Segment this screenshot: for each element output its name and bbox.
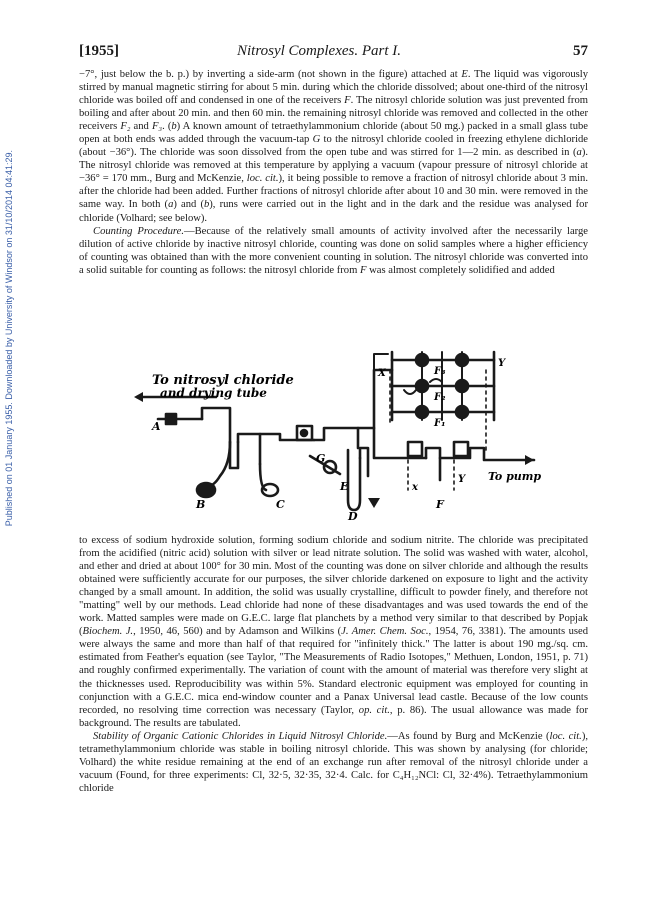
italic-text: Stability of Organic Cationic Chlorides in Liquid Nitrosyl Chloride.	[93, 730, 388, 742]
header-title: Nitrosyl Complexes. Part I.	[237, 43, 402, 59]
text-run: ), tetramethylammonium chloride was stable in boiling nitrosyl chloride. This was shown by analysing (for chloride; Volhard) the white residue remaining at the end of an exchange run after removal of the nitrosyl chloride under a vacuum (Found, for three experiments: Cl, 32·5, 32·35, 32·4. Calc. for C₄H₁₂NCl: Cl, 32·4%). Tetraethylammonium chloride	[79, 730, 589, 794]
italic-text: loc. cit.	[246, 173, 279, 185]
letter-y-lower: Y	[458, 474, 466, 485]
text-run: ), runs were carried out in the light and in the dark and the residue was analysed for chloride (Volhard; see below).	[79, 199, 588, 224]
italic-text: a	[168, 199, 174, 211]
paragraph	[79, 534, 588, 730]
italic-text: b	[171, 121, 177, 133]
text-run: and	[130, 121, 152, 133]
text-run: was almost completely solidified and added	[366, 264, 555, 276]
text-run: ) A known amount of tetraethylammonium chloride (about 50 mg.) packed in a small glass tube open at both ends was added through the vacuum-tap	[79, 121, 589, 146]
text-run: to excess of sodium hydroxide solution, forming sodium chloride and sodium nitrite. The chloride was precipitated from the acidified (nitric acid) solution with silver or lead nitrate solution. The solid was washed with water, alcohol, and ether and dried at about 100° for 30 min. Most of the counting was done on silver chloride and although the results obtained were sufficiently accurate for our purposes, the silver chloride darkened on exposure to light and the activity changed by a small amount. In addition, the solid was usually crystalline, difficult to powder finely, and therefore not "matting" well by our methods. Lead chloride had none of these disadvantages and was used towards the end of the work. Matted samples were made on G.E.C. large flat planchets by a method very similar to that described by Popjak (	[79, 535, 588, 638]
text-run: —As found by Burg and McKenzie (	[387, 730, 550, 742]
italic-text: loc. cit.	[549, 730, 582, 742]
paragraph	[79, 68, 588, 225]
letter-f3: F₃	[434, 366, 446, 377]
trap-u	[230, 442, 238, 468]
tap-a	[166, 414, 176, 424]
pump-arrowhead	[525, 455, 534, 465]
running-header	[79, 43, 588, 63]
manifold-left	[202, 408, 230, 442]
bulb-b	[197, 483, 215, 497]
letter-d: D	[348, 510, 358, 523]
vessel-d	[348, 450, 360, 510]
italic-text: a	[576, 147, 582, 159]
letter-f: F	[436, 498, 444, 511]
letter-y-upper: Y	[498, 358, 506, 369]
italic-text: J. Amer. Chem. Soc.	[341, 626, 429, 638]
letter-g: G	[316, 452, 326, 465]
body-text-top	[79, 68, 588, 277]
header-year: [1955]	[79, 43, 119, 59]
italic-text: F	[359, 264, 367, 276]
text-run: ), it being possible to remove a fraction of nitrosyl chloride about 3 min. after the chloride had been added. Further fractions of nitrosyl chloride after about 10 and 30 min. were removed in the same way. In both (	[79, 173, 588, 211]
paragraph	[79, 225, 588, 277]
letter-f2: F₂	[434, 392, 446, 403]
text-run: , p. 86). The usual allowance was made for background. The results are tabulated.	[79, 704, 588, 729]
letter-c: C	[276, 498, 285, 511]
italic-text: Counting Procedure.	[93, 225, 184, 237]
inlet-arrowhead	[134, 392, 143, 402]
receiver-line	[358, 370, 392, 428]
italic-text: G	[312, 134, 321, 146]
letter-a: A	[152, 420, 161, 433]
tap-x	[408, 442, 422, 456]
tube-c-neck	[238, 434, 260, 464]
italic-text: op. cit.	[358, 704, 390, 716]
tap-y	[454, 442, 468, 456]
italic-text: b	[203, 199, 210, 211]
body-text-bottom	[79, 534, 588, 795]
label-to-pump: To pump	[488, 470, 542, 483]
apparatus-figure	[134, 340, 542, 523]
italic-text: Biochem. J.	[82, 626, 134, 638]
text-run: . The liquid was vigorously stirred by manual magnetic stirring for about 5 min. during which the chloride dissolved; about one-third of the nitrosyl chloride was boiled off and condensed in one of the receivers	[79, 69, 588, 107]
italic-text: F₃	[151, 121, 163, 133]
letter-e: E	[340, 480, 349, 493]
text-run: ) and (	[173, 199, 204, 211]
receiver-f	[426, 448, 440, 480]
manifold-right	[314, 428, 358, 448]
download-watermark: Published on 01 January 1955. Downloaded by University of Windsor on 31/10/2014 04:41:29.	[4, 150, 14, 527]
label-to-nitrosyl: To nitrosyl chloride	[152, 373, 294, 388]
letter-f1: F₁	[434, 418, 446, 429]
tube-b-neck	[208, 442, 230, 486]
text-run: , 1954, 76, 3381). The amounts used were always the same and more than half of that required for "infinitely thick." The latter is about 190 mg./sq. cm. estimated from Feather's equation (see Taylor, "The Measurements of Radio Isotopes," Methuen, London, 1951, p. 71) and roughly confirmed experimentally. The variation of count with the amount of material was therefore very slight at the thicknesses used. Reproducibility was within 5%. Standard electronic equipment was employed for counting in conjunction with a G.E.C. mica end-window counter and a Panax Universal lead castle. Because of the low counts recorded, no resolving time correction was necessary (Taylor,	[79, 626, 588, 716]
text-run: —Because of the relatively small amounts of activity involved after the necessarily large dilution of active chloride by inactive nitrosyl chloride, counting was done on solid samples where a higher efficiency of counting was obtained than with the more convenient counting in solution. The nitrosyl chloride was converted into a solid suitable for counting as follows: the nitrosyl chloride from	[79, 225, 588, 276]
text-run: −7°, just below the b. p.) by inverting a side-arm (not shown in the figure) attached at	[79, 69, 462, 80]
paragraph	[79, 730, 588, 795]
label-drying-tube: and drying tube	[160, 386, 267, 400]
text-run: to the nitrosyl chloride cooled in freezing ethylene dichloride (about −36°). The chloride was soon dissolved from the open tube and was stirred for 1—2 min. as described in (	[79, 134, 589, 159]
text-run: . (	[162, 121, 172, 133]
page-number: 57	[573, 43, 588, 59]
text-run: ). The nitrosyl chloride was removed at this temperature by applying a vacuum (vapour pressure of nitrosyl chloride at −36° = 170 mm., Burg and McKenzie,	[79, 147, 588, 185]
text-run: . The nitrosyl chloride solution was just prevented from boiling and after about 20 min. and then 60 min. the remaining nitrosyl chloride was removed and collected in the other receivers	[79, 95, 588, 133]
letter-x-upper: X	[378, 368, 386, 379]
text-run: , 1950, 46, 560) and by Adamson and Wilkins (	[133, 626, 342, 638]
letter-b: B	[196, 498, 206, 511]
letter-x-lower: x	[412, 482, 418, 493]
italic-text: E	[461, 69, 468, 80]
italic-text: F	[344, 95, 351, 107]
italic-text: F₂	[120, 121, 131, 133]
